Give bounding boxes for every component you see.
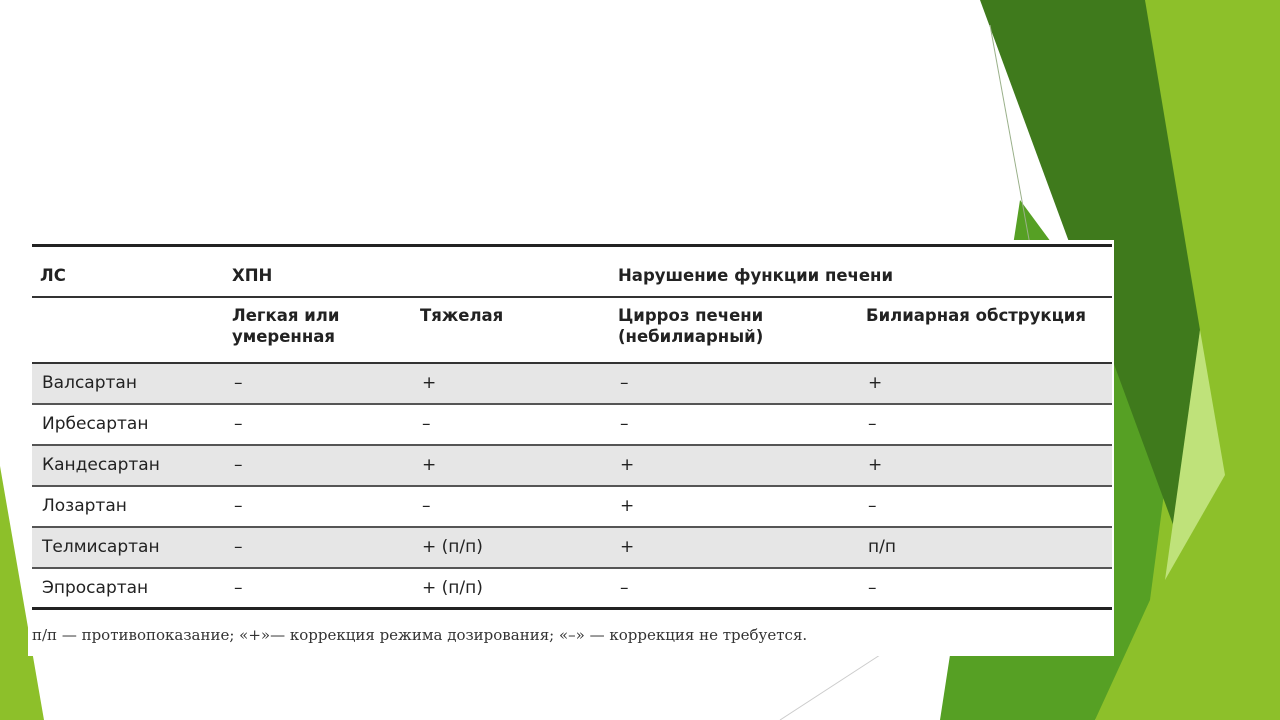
table-cell: – [224, 486, 412, 527]
subheader-biliary: Билиарная обструкция [858, 297, 1112, 363]
table-cell: + [412, 363, 610, 404]
table-cell: + [610, 527, 858, 568]
col-header-liver: Нарушение функции печени [610, 246, 1112, 297]
table-cell: – [224, 404, 412, 445]
table-cell: + [858, 445, 1112, 486]
subheader-severe: Тяжелая [412, 297, 610, 363]
header-row-2 [32, 297, 1112, 363]
table-cell: + [610, 445, 858, 486]
table-cell: – [412, 486, 610, 527]
table-cell: п/п [858, 527, 1112, 568]
table-panel [28, 240, 1114, 656]
table-row [32, 486, 1112, 527]
table-cell: – [224, 527, 412, 568]
drug-name-cell: Телмисартан [32, 527, 224, 568]
table-row [32, 363, 1112, 404]
table-footnote: п/п — противопоказание; «+»— коррекция режима дозирования; «–» — коррекция не требуется. [32, 626, 808, 644]
table-cell: – [858, 404, 1112, 445]
table-cell: – [610, 404, 858, 445]
drug-name-cell: Валсартан [32, 363, 224, 404]
subheader-cirrhosis: Цирроз печени (небилиарный) [610, 297, 858, 363]
col-header-drug: ЛС [32, 246, 224, 297]
table-cell: + (п/п) [412, 527, 610, 568]
subheader-empty [32, 297, 224, 363]
thin-diagonal-line-bottom [780, 655, 880, 720]
table-cell: + (п/п) [412, 568, 610, 609]
table-cell: – [610, 363, 858, 404]
table-cell: – [610, 568, 858, 609]
table-cell: – [224, 445, 412, 486]
table-cell: – [412, 404, 610, 445]
table-row [32, 404, 1112, 445]
table-row [32, 568, 1112, 609]
header-row-1 [32, 246, 1112, 297]
drug-name-cell: Эпросартан [32, 568, 224, 609]
drug-name-cell: Ирбесартан [32, 404, 224, 445]
drug-name-cell: Кандесартан [32, 445, 224, 486]
table-cell: + [858, 363, 1112, 404]
table-cell: – [224, 568, 412, 609]
subheader-mild: Легкая или умеренная [224, 297, 412, 363]
col-header-ckd: ХПН [224, 246, 610, 297]
drug-name-cell: Лозартан [32, 486, 224, 527]
table-cell: – [858, 486, 1112, 527]
table-cell: – [224, 363, 412, 404]
table-cell: – [858, 568, 1112, 609]
table-cell: + [610, 486, 858, 527]
arb-dosing-table [32, 244, 1112, 610]
table-cell: + [412, 445, 610, 486]
table-row [32, 445, 1112, 486]
table-row [32, 527, 1112, 568]
